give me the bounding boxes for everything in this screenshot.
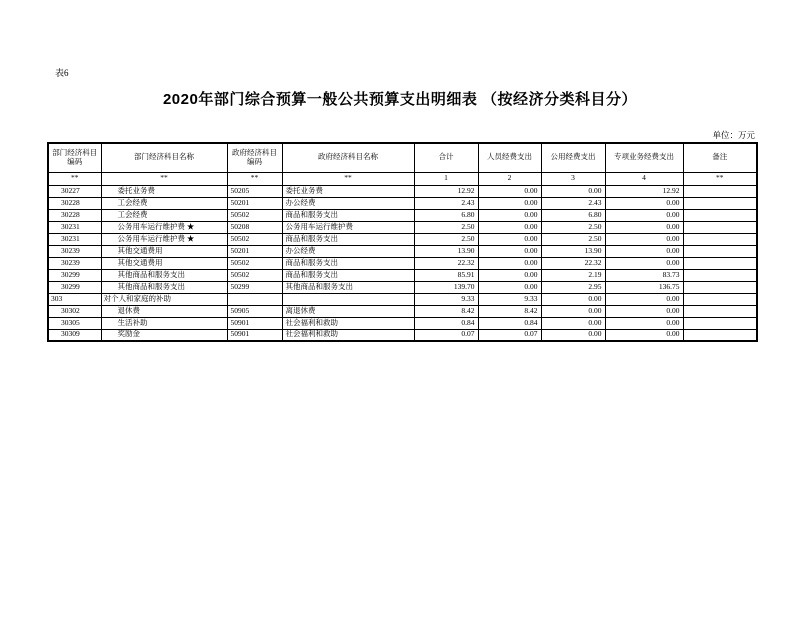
cell-personnel: 0.00 — [478, 197, 541, 209]
cell-public: 13.90 — [541, 245, 605, 257]
cell-public: 2.95 — [541, 281, 605, 293]
cell-dept-code: 30231 — [48, 233, 101, 245]
subheader-cell: 1 — [414, 172, 478, 185]
cell-gov-code: 50502 — [227, 257, 282, 269]
cell-dept-name: 生活补助 — [101, 317, 227, 329]
table-row — [48, 281, 757, 293]
cell-personnel: 0.00 — [478, 209, 541, 221]
cell-remark — [683, 185, 757, 197]
cell-public: 0.00 — [541, 329, 605, 341]
cell-dept-code: 30228 — [48, 197, 101, 209]
cell-total: 0.84 — [414, 317, 478, 329]
cell-gov-name: 商品和服务支出 — [282, 269, 414, 281]
cell-public: 6.80 — [541, 209, 605, 221]
cell-personnel: 0.00 — [478, 269, 541, 281]
cell-public: 0.00 — [541, 305, 605, 317]
table-row — [48, 245, 757, 257]
cell-gov-code: 50201 — [227, 197, 282, 209]
cell-total: 6.80 — [414, 209, 478, 221]
cell-dept-name: 公务用车运行维护费 ★ — [101, 233, 227, 245]
cell-personnel: 0.00 — [478, 233, 541, 245]
cell-remark — [683, 221, 757, 233]
cell-total: 2.50 — [414, 233, 478, 245]
cell-special: 0.00 — [605, 293, 683, 305]
cell-remark — [683, 329, 757, 341]
cell-dept-code: 30239 — [48, 257, 101, 269]
cell-gov-name: 委托业务费 — [282, 185, 414, 197]
cell-dept-name: 奖励金 — [101, 329, 227, 341]
cell-gov-name: 办公经费 — [282, 245, 414, 257]
cell-special: 0.00 — [605, 197, 683, 209]
subheader-cell: ** — [683, 172, 757, 185]
cell-gov-code: 50502 — [227, 209, 282, 221]
cell-special: 0.00 — [605, 329, 683, 341]
subheader-cell: ** — [48, 172, 101, 185]
cell-gov-name: 社会福利和救助 — [282, 317, 414, 329]
cell-personnel: 0.07 — [478, 329, 541, 341]
cell-dept-name: 工会经费 — [101, 197, 227, 209]
cell-special: 0.00 — [605, 257, 683, 269]
subheader-cell: ** — [101, 172, 227, 185]
cell-dept-name: 对个人和家庭的补助 — [101, 293, 227, 305]
table-row — [48, 305, 757, 317]
cell-gov-code: 50205 — [227, 185, 282, 197]
cell-special: 0.00 — [605, 209, 683, 221]
cell-special: 0.00 — [605, 305, 683, 317]
cell-gov-name: 其他商品和服务支出 — [282, 281, 414, 293]
cell-total: 139.70 — [414, 281, 478, 293]
col-header-personnel: 人员经费支出 — [478, 143, 541, 172]
subheader-cell: 2 — [478, 172, 541, 185]
cell-total: 8.42 — [414, 305, 478, 317]
cell-dept-code: 303 — [48, 293, 101, 305]
col-header-gov-code: 政府经济科目编码 — [227, 143, 282, 172]
cell-public: 0.00 — [541, 185, 605, 197]
subheader-cell: ** — [227, 172, 282, 185]
cell-remark — [683, 281, 757, 293]
table-subheader-row — [48, 172, 757, 185]
table-row — [48, 269, 757, 281]
cell-gov-name: 商品和服务支出 — [282, 233, 414, 245]
col-header-dept-code: 部门经济科目编码 — [48, 143, 101, 172]
table-row — [48, 197, 757, 209]
cell-public: 2.50 — [541, 233, 605, 245]
cell-personnel: 0.00 — [478, 257, 541, 269]
table-row — [48, 329, 757, 341]
subheader-cell: ** — [282, 172, 414, 185]
cell-dept-name: 其他交通费用 — [101, 245, 227, 257]
subheader-cell: 4 — [605, 172, 683, 185]
sheet-label: 表6 — [55, 68, 69, 78]
cell-special: 136.75 — [605, 281, 683, 293]
table-row — [48, 317, 757, 329]
table-body — [48, 185, 757, 341]
cell-total: 13.90 — [414, 245, 478, 257]
cell-total: 2.50 — [414, 221, 478, 233]
cell-gov-name: 离退休费 — [282, 305, 414, 317]
cell-remark — [683, 197, 757, 209]
cell-dept-code: 30227 — [48, 185, 101, 197]
cell-personnel: 0.00 — [478, 245, 541, 257]
cell-special: 12.92 — [605, 185, 683, 197]
cell-remark — [683, 257, 757, 269]
col-header-dept-name: 部门经济科目名称 — [101, 143, 227, 172]
table-row — [48, 185, 757, 197]
table-row — [48, 293, 757, 305]
cell-remark — [683, 317, 757, 329]
cell-remark — [683, 233, 757, 245]
cell-public: 2.19 — [541, 269, 605, 281]
cell-gov-code: 50502 — [227, 233, 282, 245]
cell-gov-code: 50901 — [227, 317, 282, 329]
cell-total: 85.91 — [414, 269, 478, 281]
cell-special: 0.00 — [605, 233, 683, 245]
cell-special: 0.00 — [605, 221, 683, 233]
table-row — [48, 233, 757, 245]
cell-dept-code: 30309 — [48, 329, 101, 341]
cell-dept-name: 其他商品和服务支出 — [101, 281, 227, 293]
cell-remark — [683, 305, 757, 317]
subheader-cell: 3 — [541, 172, 605, 185]
col-header-special: 专项业务经费支出 — [605, 143, 683, 172]
cell-gov-name: 公务用车运行维护费 — [282, 221, 414, 233]
cell-gov-code: 50905 — [227, 305, 282, 317]
cell-dept-name: 公务用车运行维护费 ★ — [101, 221, 227, 233]
cell-special: 0.00 — [605, 317, 683, 329]
cell-dept-name: 工会经费 — [101, 209, 227, 221]
cell-dept-code: 30299 — [48, 281, 101, 293]
cell-gov-name: 商品和服务支出 — [282, 209, 414, 221]
cell-gov-name: 商品和服务支出 — [282, 257, 414, 269]
cell-personnel: 0.84 — [478, 317, 541, 329]
table-row — [48, 257, 757, 269]
cell-personnel: 0.00 — [478, 221, 541, 233]
cell-dept-name: 其他商品和服务支出 — [101, 269, 227, 281]
budget-table — [47, 142, 758, 342]
cell-total: 2.43 — [414, 197, 478, 209]
cell-gov-code: 50502 — [227, 269, 282, 281]
cell-personnel: 9.33 — [478, 293, 541, 305]
col-header-public: 公用经费支出 — [541, 143, 605, 172]
cell-total: 22.32 — [414, 257, 478, 269]
col-header-gov-name: 政府经济科目名称 — [282, 143, 414, 172]
cell-total: 0.07 — [414, 329, 478, 341]
cell-gov-code: 50201 — [227, 245, 282, 257]
cell-special: 0.00 — [605, 245, 683, 257]
cell-personnel: 0.00 — [478, 281, 541, 293]
col-header-total: 合计 — [414, 143, 478, 172]
cell-public: 0.00 — [541, 293, 605, 305]
cell-dept-code: 30299 — [48, 269, 101, 281]
cell-public: 22.32 — [541, 257, 605, 269]
cell-personnel: 8.42 — [478, 305, 541, 317]
table-row — [48, 221, 757, 233]
cell-special: 83.73 — [605, 269, 683, 281]
cell-gov-code — [227, 293, 282, 305]
cell-remark — [683, 209, 757, 221]
cell-dept-code: 30305 — [48, 317, 101, 329]
cell-public: 0.00 — [541, 317, 605, 329]
cell-gov-code: 50299 — [227, 281, 282, 293]
table-header-row — [48, 143, 757, 172]
cell-public: 2.50 — [541, 221, 605, 233]
cell-gov-name — [282, 293, 414, 305]
cell-gov-code: 50901 — [227, 329, 282, 341]
cell-dept-code: 30231 — [48, 221, 101, 233]
cell-total: 12.92 — [414, 185, 478, 197]
cell-personnel: 0.00 — [478, 185, 541, 197]
cell-remark — [683, 269, 757, 281]
unit-note: 单位：万元 — [712, 130, 755, 140]
cell-total: 9.33 — [414, 293, 478, 305]
cell-dept-name: 委托业务费 — [101, 185, 227, 197]
table-row — [48, 209, 757, 221]
cell-dept-code: 30239 — [48, 245, 101, 257]
cell-remark — [683, 245, 757, 257]
cell-dept-name: 其他交通费用 — [101, 257, 227, 269]
page-title: 2020年部门综合预算一般公共预算支出明细表 （按经济分类科目分） — [162, 91, 638, 108]
cell-dept-code: 30228 — [48, 209, 101, 221]
cell-dept-code: 30302 — [48, 305, 101, 317]
cell-public: 2.43 — [541, 197, 605, 209]
cell-gov-code: 50208 — [227, 221, 282, 233]
cell-dept-name: 退休费 — [101, 305, 227, 317]
cell-gov-name: 社会福利和救助 — [282, 329, 414, 341]
col-header-remark: 备注 — [683, 143, 757, 172]
cell-remark — [683, 293, 757, 305]
cell-gov-name: 办公经费 — [282, 197, 414, 209]
